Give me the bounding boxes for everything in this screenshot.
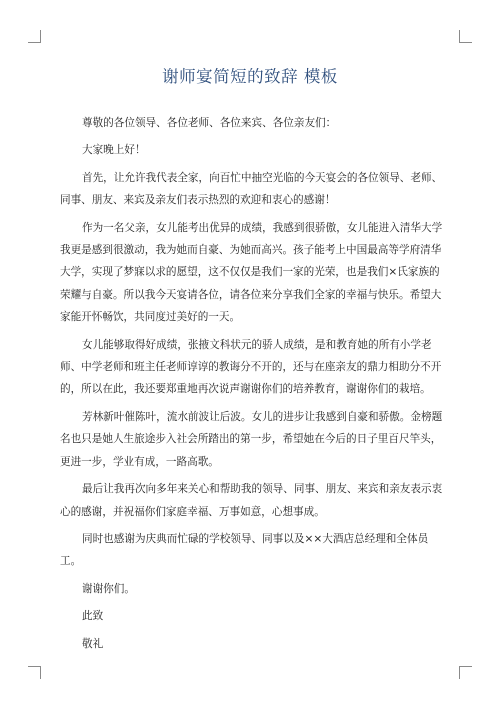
greeting: 大家晚上好！ xyxy=(82,144,146,157)
paragraph: 作为一名父亲，女儿能考出优异的成绩，我感到很骄傲，女儿能进入清华大学我更是感到很激动，我为她而自豪、为她而高兴。孩子能考上中国最高等学府清华大学，实现了梦寐以求的愿望，这不仅仅是我们一家的光荣，也是我们×氏家族的荣耀与自豪。所以我今天宴请各位，请各位来分享我们全家的幸福与快乐。希望大家能开怀畅饮，共同度过美好的一天。 xyxy=(60,221,443,324)
salutation: 尊敬的各位领导、各位老师、各位来宾、各位亲友们： xyxy=(82,117,337,129)
paragraph: 芳林新叶催陈叶，流水前波让后波。女儿的进步让我感到自豪和骄傲。金榜题名也只是她人生旅途步入社会所踏出的第一步，希望她在今后的日子里百尺竿头，更进一步，学业有成，一路高歌。 xyxy=(60,410,443,468)
closing-line: 敬礼 xyxy=(82,637,104,650)
document-body xyxy=(60,112,444,660)
document-title: 谢师宴简短的致辞 模板 xyxy=(162,67,338,86)
crop-mark-bottom-left xyxy=(28,666,41,679)
paragraph: 女儿能够取得好成绩，张掖文科状元的骄人成绩，是和教育她的所有小学老师、中学老师和班主任老师谆谆的教诲分不开的，还与在座亲友的鼎力相助分不开的，所以在此，我还要郑重地再次说声谢谢你们的培养教育，谢谢你们的栽培。 xyxy=(60,338,442,396)
paragraph: 首先，让允许我代表全家，向百忙中抽空光临的今天宴会的各位领导、老师、同事、朋友、来宾及亲友们表示热烈的欢迎和衷心的感谢！ xyxy=(60,171,443,207)
crop-mark-top-right xyxy=(459,30,472,43)
closing-line: 此致 xyxy=(82,610,104,623)
crop-mark-bottom-right xyxy=(459,666,472,679)
crop-mark-top-left xyxy=(28,30,41,43)
paragraph: 最后让我再次向多年来关心和帮助我的领导、同事、朋友、来宾和亲友表示衷心的感谢，并祝福你们家庭幸福、万事如意，心想事成。 xyxy=(60,483,443,518)
thanks-line: 谢谢你们。 xyxy=(82,582,135,595)
paragraph: 同时也感谢为庆典而忙碌的学校领导、同事以及××大酒店总经理和全体员工。 xyxy=(60,532,429,568)
